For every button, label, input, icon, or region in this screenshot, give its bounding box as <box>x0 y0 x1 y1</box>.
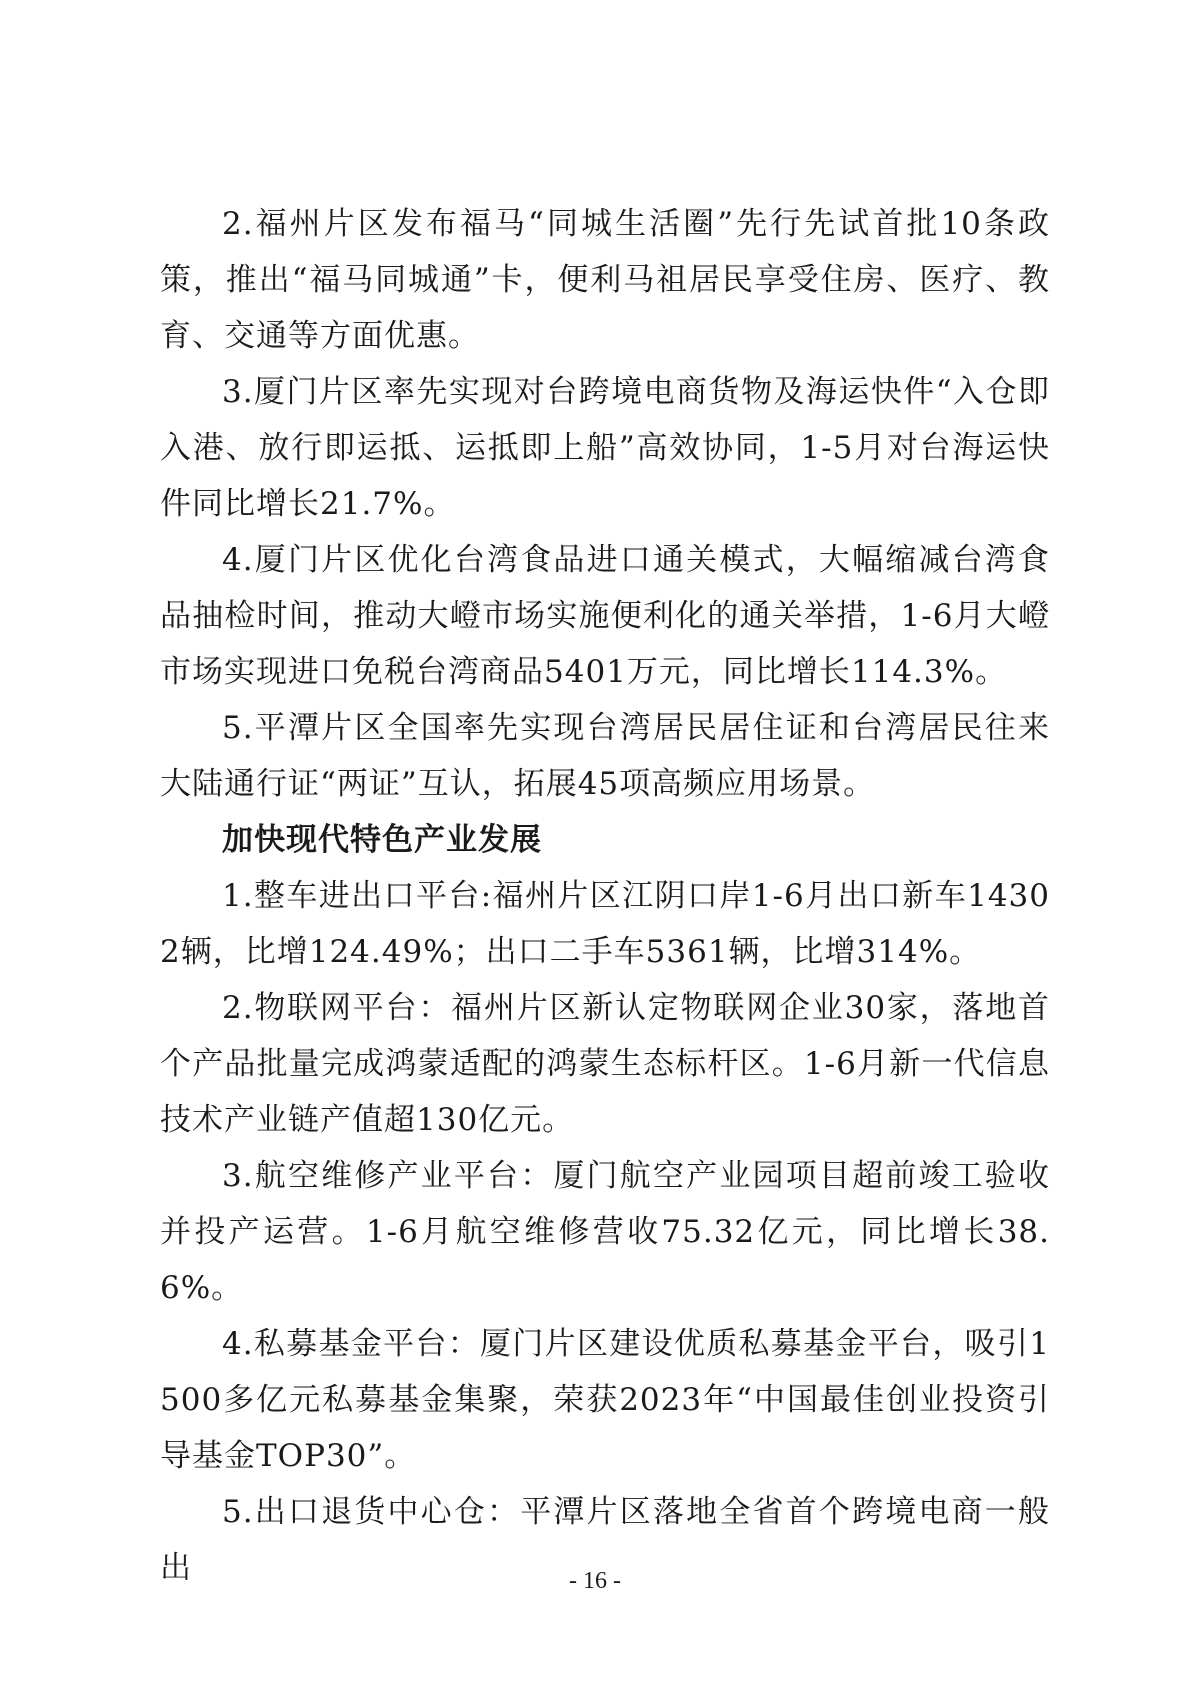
paragraph: 4.厦门片区优化台湾食品进口通关模式，大幅缩减台湾食品抽检时间，推动大嶝市场实施便利化的通关举措，1-6月大嶝市场实现进口免税台湾商品5401万元，同比增长114.3%。 <box>160 542 1050 690</box>
paragraph: 1.整车进出口平台:福州片区江阴口岸1-6月出口新车14302辆，比增124.49%；出口二手车5361辆，比增314%。 <box>160 878 1050 970</box>
paragraph: 5.平潭片区全国率先实现台湾居民居住证和台湾居民往来大陆通行证“两证”互认，拓展45项高频应用场景。 <box>160 710 1050 802</box>
paragraph: 3.厦门片区率先实现对台跨境电商货物及海运快件“入仓即入港、放行即运抵、运抵即上船”高效协同，1-5月对台海运快件同比增长21.7%。 <box>160 374 1050 522</box>
paragraph: 2.物联网平台：福州片区新认定物联网企业30家，落地首个产品批量完成鸿蒙适配的鸿蒙生态标杆区。1-6月新一代信息技术产业链产值超130亿元。 <box>160 990 1050 1138</box>
paragraph: 2.福州片区发布福马“同城生活圈”先行先试首批10条政策，推出“福马同城通”卡，便利马祖居民享受住房、医疗、教育、交通等方面优惠。 <box>160 206 1050 354</box>
paragraph: 5.出口退货中心仓：平潭片区落地全省首个跨境电商一般出 <box>160 1494 1050 1586</box>
section-heading: 加快现代特色产业发展 <box>222 822 542 858</box>
page-number: - 16 - <box>569 1568 621 1594</box>
paragraph: 4.私募基金平台：厦门片区建设优质私募基金平台，吸引1500多亿元私募基金集聚，荣获2023年“中国最佳创业投资引导基金TOP30”。 <box>160 1326 1050 1474</box>
document-body <box>160 196 1050 1596</box>
paragraph: 3.航空维修产业平台：厦门航空产业园项目超前竣工验收并投产运营。1-6月航空维修营收75.32亿元，同比增长38.6%。 <box>160 1158 1050 1306</box>
